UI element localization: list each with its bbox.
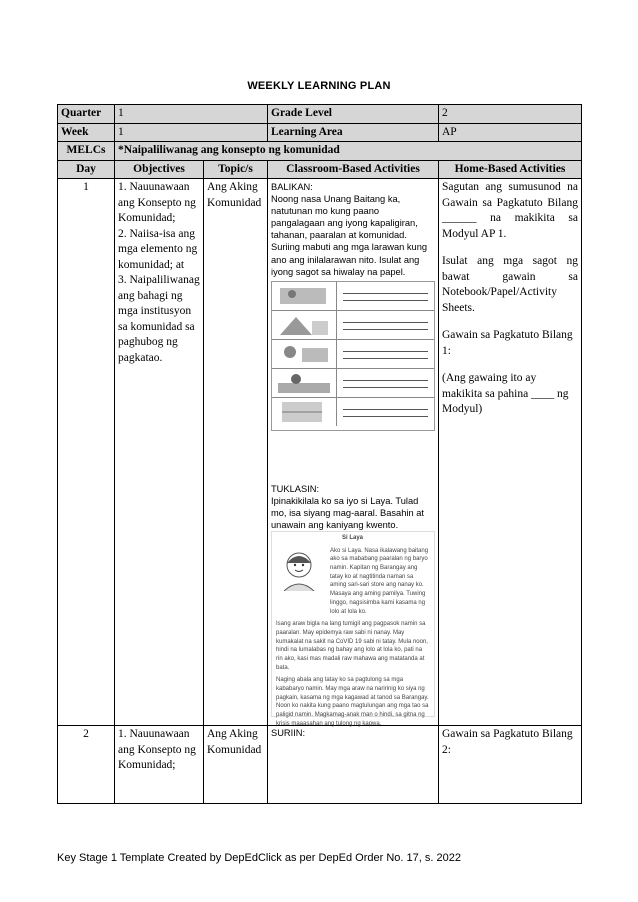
footer-note: Key Stage 1 Template Created by DepEdClick as per DepEd Order No. 17, s. 2022 <box>57 852 461 864</box>
classroom-cell <box>268 179 439 726</box>
col-day: Day <box>58 160 115 179</box>
topic-cell: Ang Aking Komunidad <box>204 179 268 726</box>
week-value: 1 <box>115 123 268 142</box>
melcs-value: *Naipaliliwanag ang konsepto ng komunidad <box>115 142 582 161</box>
story-paragraph: Isang araw bigla na lang tumigil ang pagpasok namin sa paaralan. May epidemya raw sabi ni nanay. May kumakalat na sakit na CoVID 19 sabi ni tatay. Mula noon, hindi na lumalabas ng bahay ang lolo at lola ko, pati na rin ako, kasi mas madali raw mahawa ang matatanda at bata. <box>276 621 428 671</box>
day-row <box>58 179 582 726</box>
objectives-cell <box>115 726 204 804</box>
quarter-value: 1 <box>115 105 268 124</box>
objective-item: 1. Nauunawaan ang Konsepto ng Komunidad; <box>118 728 196 772</box>
day-row <box>58 726 582 804</box>
weekly-plan-table <box>57 104 581 804</box>
objective-item: 3. Naipaliliwanag ang bahagi ng mga institusyon sa komunidad sa paghubog ng pagkatao. <box>118 274 200 364</box>
story-paragraph: Naging abala ang tatay ko sa pagtulong sa mga kababaryo namin. May mga araw na naririnig ko siya ng pagkain, kasama ng mga kagawad at tanod sa Barangay. Noon ko nakita kung paano magtulungan ang mga tao sa paligid namin. Magkamag-anak man o hindi, sa gitna ng krisis maaasahan ang tulong ng kapwa. <box>276 677 429 727</box>
week-label: Week <box>58 123 115 142</box>
day-number: 1 <box>58 179 115 726</box>
col-objectives: Objectives <box>115 160 204 179</box>
col-home: Home-Based Activities <box>439 160 582 179</box>
objective-item: 2. Naiisa-isa ang mga elemento ng komunidad; at <box>118 227 198 271</box>
story-title: Si Laya <box>342 535 364 541</box>
tuklasin-text: Ipinakikilala ko sa iyo si Laya. Tulad mo, isa siyang mag-aaral. Basahin at unawain ang kaniyang kwento. <box>271 495 424 530</box>
melcs-row <box>58 142 582 161</box>
page-title: WEEKLY LEARNING PLAN <box>247 80 391 92</box>
home-text: Sagutan ang sumusunod na Gawain sa Pagkatuto Bilang ______ na makikita sa Modyul AP 1. <box>442 181 578 240</box>
col-classroom: Classroom-Based Activities <box>268 160 439 179</box>
grade-value: 2 <box>439 105 582 124</box>
suriin-heading: SURIIN: <box>271 728 306 738</box>
home-cell <box>439 726 582 804</box>
objectives-cell <box>115 179 204 726</box>
home-text: Isulat ang mga sagot ng bawat gawain sa Notebook/Papel/Activity Sheets. <box>442 255 578 314</box>
area-label: Learning Area <box>268 123 439 142</box>
objective-item: 1. Nauunawaan ang Konsepto ng Komunidad; <box>118 181 196 225</box>
quarter-row <box>58 105 582 124</box>
story-paragraph: Ako si Laya. Nasa ikalawang baitang ako sa mababang paaralan ng baryo namin. Kapitan ng Barangay ang tatay ko at nagtitinda naman sa aming sari-sari store ang nanay ko. Masaya ang aming pamilya. Tuwing linggo, nagsisimba kami kasama ng lolo at lola ko. <box>330 547 429 615</box>
story-image <box>271 531 435 727</box>
topic-cell: Ang Aking Komunidad <box>204 726 268 804</box>
classroom-cell <box>268 726 439 804</box>
home-cell <box>439 179 582 726</box>
balikan-worksheet-image <box>271 281 435 431</box>
area-value: AP <box>439 123 582 142</box>
grade-label: Grade Level <box>268 105 439 124</box>
melcs-label: MELCs <box>58 142 115 161</box>
col-topics: Topic/s <box>204 160 268 179</box>
home-text: Gawain sa Pagkatuto Bilang 2: <box>442 728 573 756</box>
balikan-text: Noong nasa Unang Baitang ka, natutunan mo kung paano pangalagaan ang iyong kapaligiran, tahanan, paaralan at komunidad. Suriing mabuti ang mga larawan kung ano ang inilalarawan nito. Isulat ang iyong sagot sa hiwalay na papel. <box>271 194 428 277</box>
home-text: (Ang gawaing ito ay makikita sa pahina ____ ng Modyul) <box>442 372 569 416</box>
balikan-heading: BALIKAN: <box>271 182 313 193</box>
home-text: Gawain sa Pagkatuto Bilang 1: <box>442 329 573 357</box>
tuklasin-heading: TUKLASIN: <box>271 483 320 494</box>
girl-illustration-icon <box>276 547 322 591</box>
column-header-row <box>58 160 582 179</box>
quarter-label: Quarter <box>58 105 115 124</box>
week-row <box>58 123 582 142</box>
day-number: 2 <box>58 726 115 804</box>
